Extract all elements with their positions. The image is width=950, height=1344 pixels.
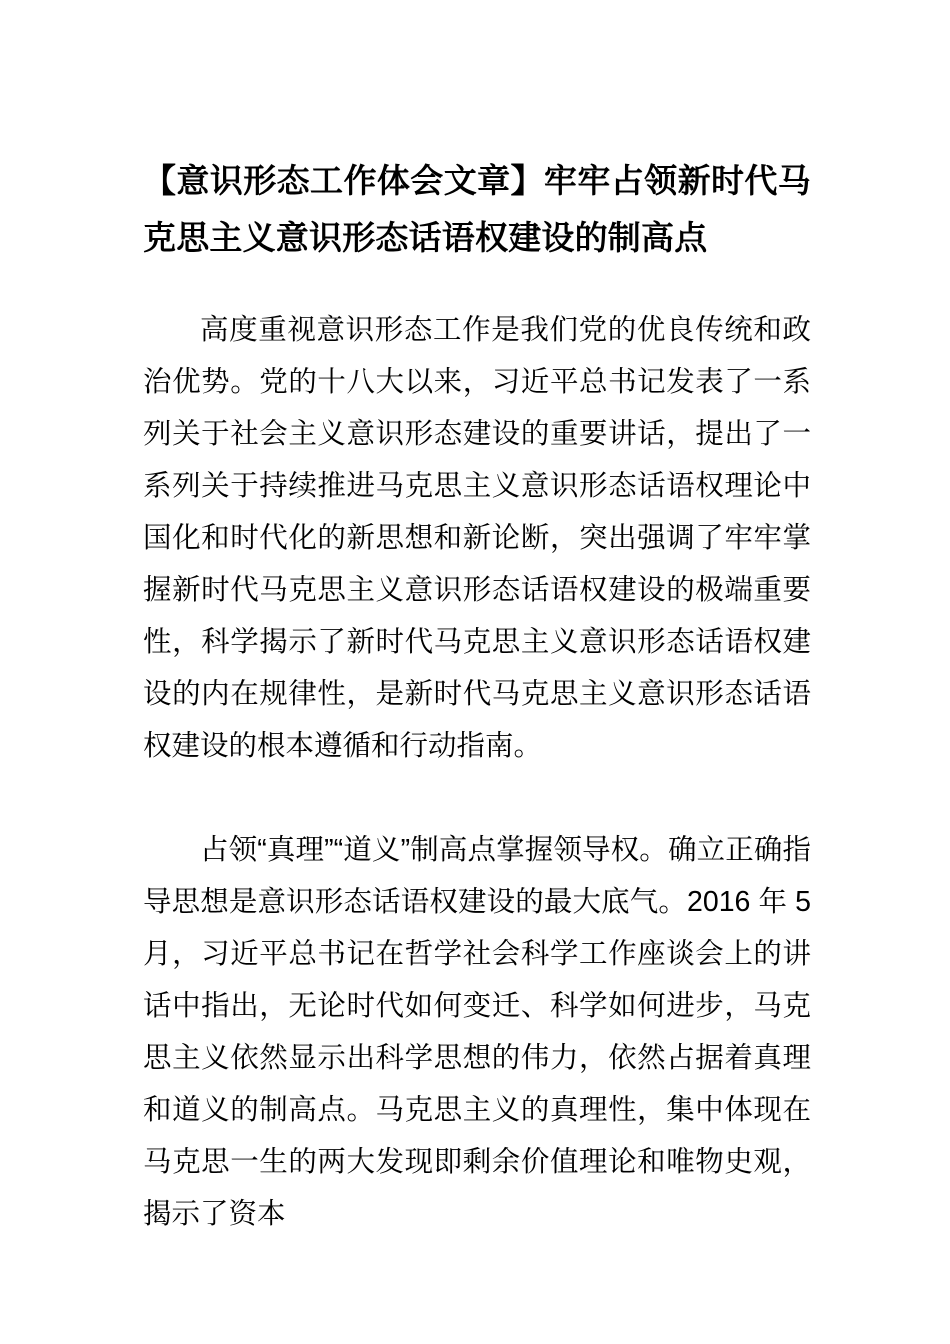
paragraph: 高度重视意识形态工作是我们党的优良传统和政治优势。党的十八大以来，习近平总书记发表了一系列关于社会主义意识形态建设的重要讲话，提出了一系列关于持续推进马克思主义意识形态话语权理论中国化和时代化的新思想和新论断，突出强调了牢牢掌握新时代马克思主义意识形态话语权建设的极端重要性，科学揭示了新时代马克思主义意识形态话语权建设的内在规律性，是新时代马克思主义意识形态话语权建设的根本遵循和行动指南。 xyxy=(143,314,811,762)
page-title: 【意识形态工作体会文章】牢牢占领新时代马克思主义意识形态话语权建设的制高点 xyxy=(143,162,811,256)
document-body xyxy=(143,304,811,1240)
document-content xyxy=(143,0,811,1240)
paragraph: 占领“真理”“道义”制高点掌握领导权。确立正确指导思想是意识形态话语权建设的最大底气。2016 年 5 月，习近平总书记在哲学社会科学工作座谈会上的讲话中指出，无论时代如何变迁、科学如何进步，马克思主义依然显示出科学思想的伟力，依然占据着真理和道义的制高点。马克思主义的真理性，集中体现在马克思一生的两大发现即剩余价值理论和唯物史观，揭示了资本 xyxy=(143,834,811,1230)
